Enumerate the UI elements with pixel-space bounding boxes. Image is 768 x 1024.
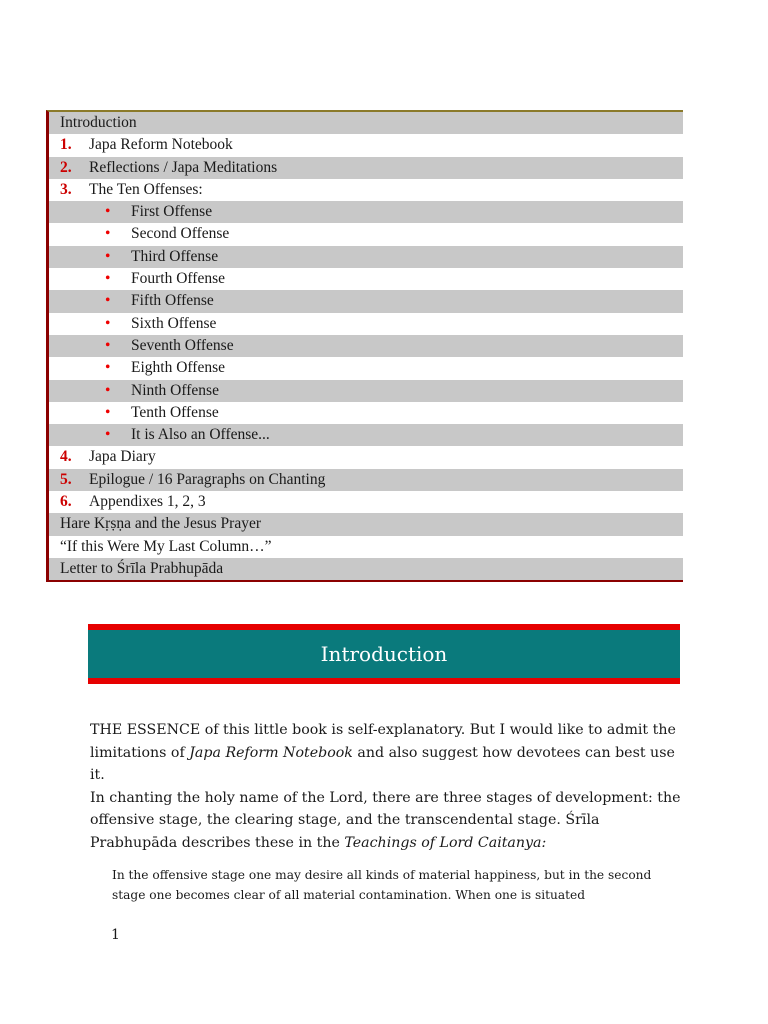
intro-p2-italic: Teachings of Lord Caitanya: [344,834,547,851]
intro-p1-text-b: and also suggest how devotees can best use it. [90,744,675,783]
toc-row[interactable] [49,246,683,268]
toc-row[interactable] [49,446,683,468]
toc-row[interactable] [49,290,683,312]
toc-row[interactable] [49,402,683,424]
bullet-icon: • [105,292,111,310]
toc-row[interactable] [49,179,683,201]
section-banner [88,624,680,684]
toc-label: Letter to Śrīla Prabhupāda [60,559,224,577]
toc-label: Seventh Offense [131,336,234,354]
toc-number: 3. [60,180,72,198]
toc-number: 5. [60,470,72,488]
toc-label: Ninth Offense [131,381,219,399]
toc-row[interactable] [49,201,683,223]
toc-label: First Offense [131,203,213,221]
toc-number: 6. [60,493,72,511]
bullet-icon: • [105,270,111,288]
toc-label: Third Offense [131,247,219,265]
intro-p1-italic: Japa Reform Notebook [189,744,353,761]
intro-body [90,719,690,854]
intro-p2-text-a: In chanting the holy name of the Lord, there are three stages of development: the offensive stage, the clearing stage, and the transcendental stage. Śrīla Prabhupāda describes these in the [90,789,681,851]
bullet-icon: • [105,336,111,354]
toc-label: Appendixes 1, 2, 3 [89,493,206,511]
toc-label: The Ten Offenses: [89,180,203,198]
toc-row[interactable] [49,513,683,535]
bullet-icon: • [105,314,111,332]
toc-row[interactable] [49,424,683,446]
toc-row[interactable] [49,134,683,156]
bullet-icon: • [105,359,111,377]
table-of-contents [46,110,683,582]
toc-row[interactable] [49,223,683,245]
toc-label: Introduction [60,114,137,131]
intro-paragraph-1 [90,719,690,787]
toc-label: Eighth Offense [131,359,225,377]
intro-p1-text-a: THE ESSENCE of this little book is self-explanatory. But I would like to admit the limitations of [90,722,676,761]
bullet-icon: • [105,426,111,444]
toc-row[interactable] [49,313,683,335]
toc-row[interactable] [49,335,683,357]
toc-label: Epilogue / 16 Paragraphs on Chanting [89,470,326,488]
section-title: Introduction [320,642,448,666]
toc-row[interactable] [49,268,683,290]
toc-label: Sixth Offense [131,314,217,332]
page-number: 1 [111,927,120,943]
block-quote: In the offensive stage one may desire all kinds of material happiness, but in the second stage one becomes clear of all material contamination. When one is situated [112,868,652,902]
toc-label: Fourth Offense [131,270,225,288]
intro-paragraph-2 [90,787,690,855]
toc-label: Fifth Offense [131,292,214,310]
toc-row[interactable] [49,380,683,402]
toc-row[interactable] [49,357,683,379]
toc-row[interactable] [49,112,683,134]
toc-row[interactable] [49,157,683,179]
toc-row[interactable] [49,558,683,580]
bullet-icon: • [105,225,111,243]
bullet-icon: • [105,247,111,265]
toc-label: Second Offense [131,225,230,243]
toc-label: Hare Kṛṣṇa and the Jesus Prayer [60,515,262,533]
toc-label: Japa Reform Notebook [89,136,233,154]
bullet-icon: • [105,403,111,421]
toc-number: 2. [60,158,72,176]
bullet-icon: • [105,203,111,221]
toc-label: It is Also an Offense... [131,426,270,444]
toc-number: 1. [60,136,72,154]
toc-row[interactable] [49,536,683,558]
toc-label: “If this Were My Last Column…” [60,537,272,555]
toc-label: Tenth Offense [131,403,219,421]
toc-row[interactable] [49,469,683,491]
toc-number: 4. [60,448,72,466]
toc-label: Reflections / Japa Meditations [89,158,278,176]
bullet-icon: • [105,381,111,399]
toc-label: Japa Diary [89,448,156,466]
toc-row[interactable] [49,491,683,513]
